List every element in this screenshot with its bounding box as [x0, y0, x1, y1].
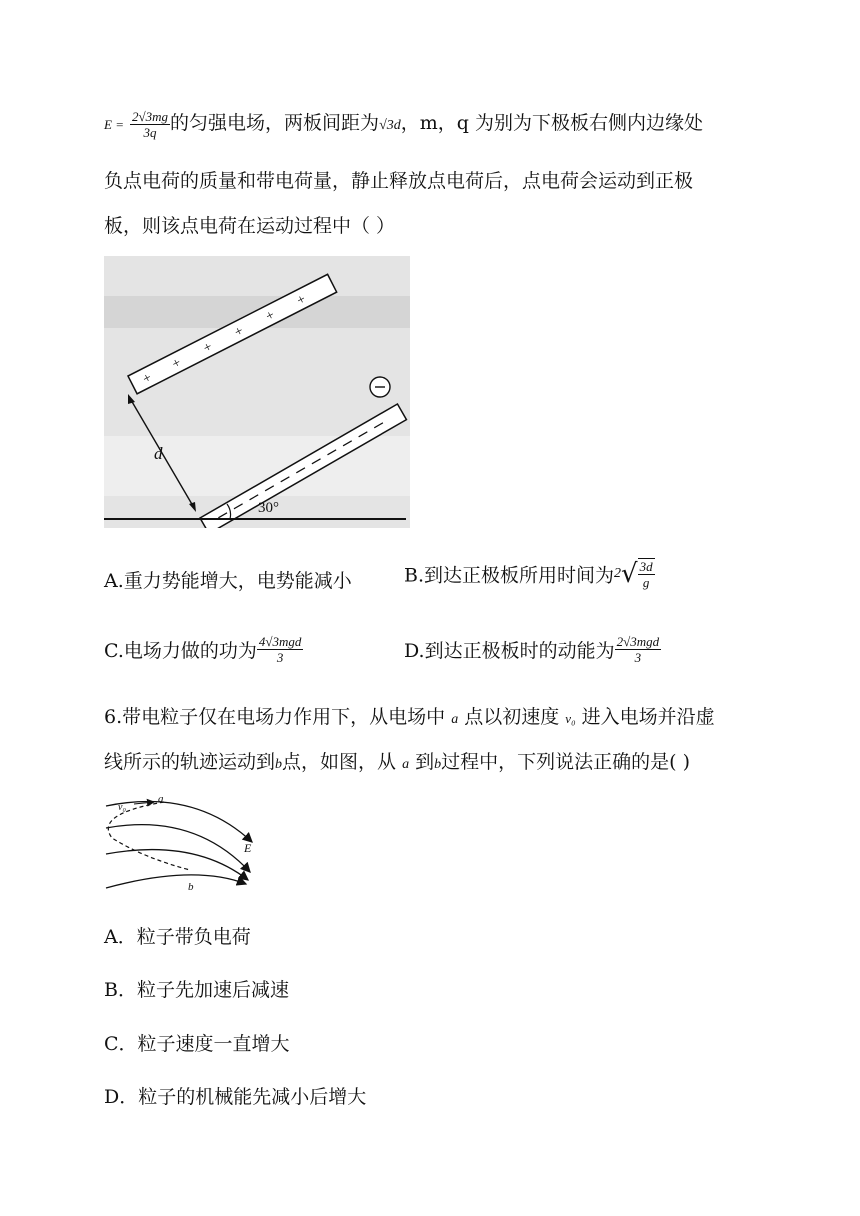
q6-line2-text-a: 线所示的轨迹运动到: [104, 751, 276, 773]
field-line: [106, 802, 252, 843]
angle-label: 30°: [258, 500, 279, 516]
formula-e-fraction: [130, 109, 170, 140]
q6-option-b: B．粒子先加速后减速: [104, 979, 289, 1001]
option-c-num: 4√3mgd: [258, 634, 302, 649]
q5-option-b: B.到达正极板所用时间为2√ $\frac{3d}{g}$: [404, 559, 653, 590]
option-d-fraction: [615, 634, 662, 665]
q5-plates-figure: [104, 256, 410, 528]
formula-e-num: 2√3mg: [132, 108, 169, 124]
q6-line1: [104, 702, 715, 729]
option-c-den: 3: [276, 650, 284, 665]
q5-line3: 板，则该点电荷在运动过程中（ ）: [104, 215, 396, 237]
q5-line2: 负点电荷的质量和带电荷量，静止释放点电荷后，点电荷会运动到正极: [104, 170, 694, 192]
option-b-num: 3d: [639, 559, 653, 574]
q5-option-a: A.重力势能增大，电势能减小: [104, 570, 352, 592]
plus-sign: +: [294, 291, 309, 309]
formula-e-lhs: E =: [104, 117, 124, 132]
option-c-fraction: [257, 634, 304, 665]
q5-line1-text-b: ，m，q 为别为下极板右侧内边缘处: [400, 112, 703, 134]
q6-field-figure: [104, 792, 274, 894]
point-b: b: [434, 757, 442, 772]
plus-sign: +: [232, 323, 247, 341]
point-b: b: [275, 757, 283, 772]
initial-velocity: v₀: [565, 711, 576, 726]
e-label: E: [244, 841, 252, 855]
field-line: [106, 825, 250, 872]
point-a: a: [451, 712, 459, 727]
q5-option-d-text: D.到达正极板时的动能为: [404, 640, 615, 662]
q6-line2-text-c: 到: [415, 751, 435, 773]
q6-line2: [104, 747, 690, 774]
q6-line1-text-c: 进入电场并沿虚: [581, 706, 715, 728]
q6-line2-text-b: 点，如图，从: [282, 751, 397, 773]
q6-line2-text-d: 过程中，下列说法正确的是( ): [441, 751, 691, 773]
b-label: b: [188, 881, 194, 893]
option-b-coef: 2: [614, 566, 622, 581]
q6-option-a: A．粒子带负电荷: [104, 926, 251, 948]
q6-option-c: C．粒子速度一直增大: [104, 1033, 290, 1055]
plus-sign: +: [140, 370, 155, 388]
plus-sign: +: [169, 355, 184, 373]
q6-line1-text-b: 点以初速度: [464, 706, 560, 728]
plus-sign: +: [201, 339, 215, 357]
field-line: [106, 875, 246, 888]
a-label: a: [158, 793, 164, 805]
d-label: d: [154, 444, 163, 463]
q5-option-b-text: B.到达正极板所用时间为: [404, 564, 615, 587]
option-b-fraction: [638, 558, 655, 590]
formula-e-den: 3q: [143, 124, 157, 140]
option-b-den: g: [642, 575, 650, 590]
option-d-den: 3: [634, 650, 642, 665]
v0-label: v₀: [118, 802, 126, 813]
q5-option-c: [104, 634, 303, 665]
point-a: a: [402, 757, 410, 772]
plate-distance: √3d: [379, 118, 401, 133]
q6-option-d: D．粒子的机械能先减小后增大: [104, 1086, 367, 1108]
option-d-num: 2√3mgd: [616, 634, 660, 649]
q5-option-d: [404, 634, 661, 665]
q6-line1-text-a: 6.带电粒子仅在电场力作用下，从电场中: [104, 706, 446, 728]
q5-option-c-text: C.电场力做的功为: [104, 640, 257, 662]
q5-line1: [104, 108, 703, 140]
q5-line1-text-a: 的匀强电场，两板间距为: [170, 112, 380, 134]
plus-sign: +: [263, 307, 278, 325]
